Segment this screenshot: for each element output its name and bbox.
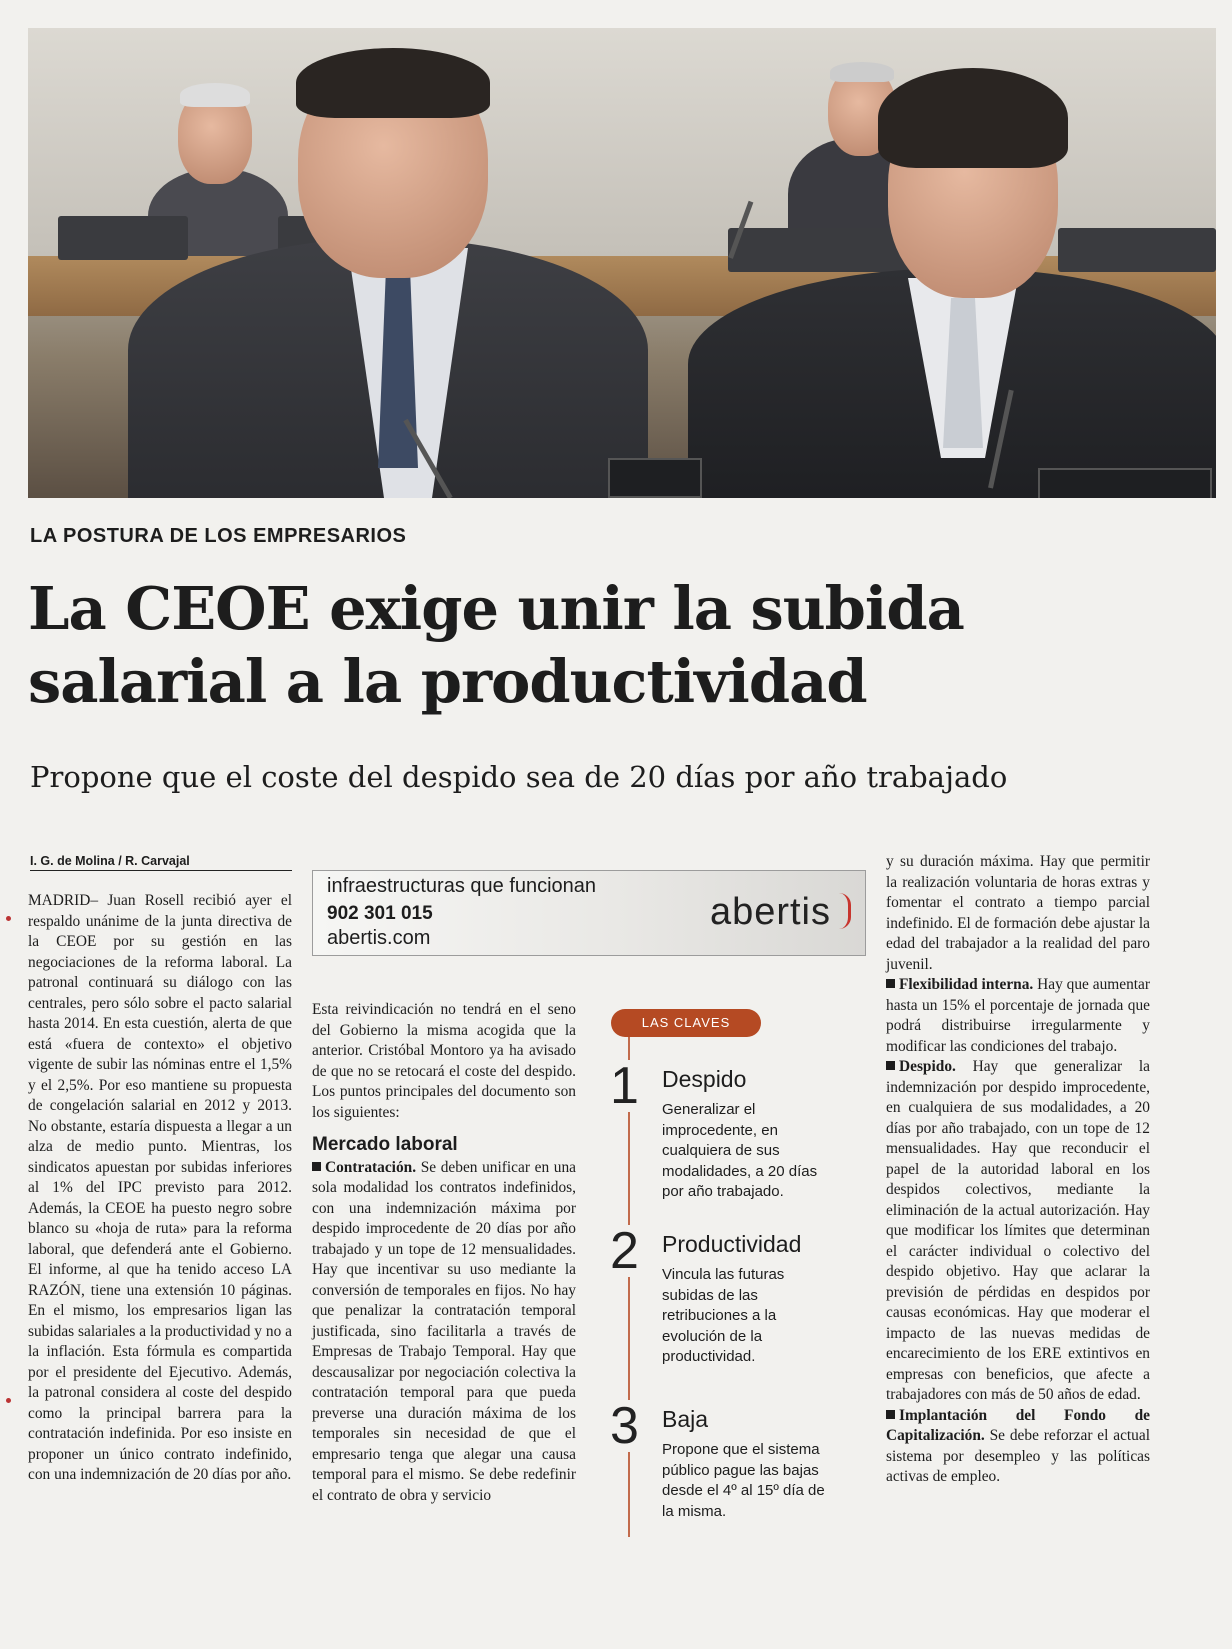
clave-item-2 <box>610 1222 840 1375</box>
article-headline <box>28 572 1208 718</box>
clave-number-3: 3 <box>610 1397 639 1455</box>
clave-title-3: Baja <box>662 1406 709 1432</box>
article-subheadline: Propone que el coste del despido sea de 20 días por año trabajado <box>30 760 1008 794</box>
item-lead-fondo: Implantación del Fondo de Capitalización. <box>886 1406 1150 1444</box>
item-text-flexibilidad: Hay que aumentar hasta un 15% el porcentaje de jornada que podrá distribuirse irregularmente y modificar las condiciones del trabajo. <box>886 976 1150 1055</box>
abertis-logo: abertis <box>709 891 831 933</box>
clave-title-1: Despido <box>662 1066 747 1092</box>
article-photo <box>28 28 1216 498</box>
item-lead-flexibilidad: Flexibilidad interna. <box>899 976 1034 993</box>
article-byline: I. G. de Molina / R. Carvajal <box>30 854 292 871</box>
section-heading-mercado-laboral: Mercado laboral <box>312 1134 458 1155</box>
bullet-square-icon <box>886 1061 895 1070</box>
bullet-square-icon <box>312 1162 321 1171</box>
ad-url[interactable]: abertis.com <box>327 927 431 949</box>
headline-line-2: salarial a la productividad <box>28 647 867 716</box>
column-4-continuation: y su duración máxima. Hay que permitir la realización voluntaria de horas extras y fomentar el contrato a tiempo parcial indefinido. El de formación debe ajustar la edad del trabajador a la realidad del paro juvenil. <box>886 853 1150 973</box>
bullet-square-icon <box>886 979 895 988</box>
ad-phone: 902 301 015 <box>327 903 433 924</box>
item-lead-despido: Despido. <box>899 1058 956 1075</box>
column-1-text: MADRID– Juan Rosell recibió ayer el respaldo unánime de la junta directiva de la CEOE por su gestión en las negociaciones de la reforma laboral. La patronal continuará su diálogo con las centrales, pero sólo sobre el pacto salarial hasta 2014. En esta cuestión, alerta de que está «fuera de contexto» el objetivo vigente de subir las nóminas entre el 1,5% y el 2,5%. Por eso mantiene su propuesta de congelación salarial en 2012 y 2013. No obstante, estaría dispuesta a llegar a un alza de medio punto. Mientras, los sindicatos apuestan por subidas inferiores al 1% del IPC previsto para 2012. Además, la CEOE ha puesto negro sobre blanco su «hoja de ruta» para la reforma laboral, que defenderá ante el Gobierno. El informe, al que ha tenido acceso LA RAZÓN, tiene una extensión 10 páginas. En el mismo, los empresarios ligan las subidas salariales a la productividad y no a la inflación. Esta fórmula es compartida por el presidente del Ejecutivo. Además, la patronal considera al coste del despido como la principal barrera para la contratación indefinida. Por eso insiste en proponer un único contrato indefinido, con una indemnización de 20 días por año. <box>28 892 292 1483</box>
clave-text-3: Propone que el sistema público pague las bajas desde el 4º al 15º día de la misma. <box>662 1441 825 1520</box>
item-text-despido: Hay que generalizar la indemnización por despido improcedente, en cualquiera de sus modalidades, a 20 días por año trabajado, con un tope de 12 mensualidades. Hay que reconducir el papel de la autoridad laboral en los despidos colectivos, mediante la eliminación de la actual autorización. Hay que modificar los límites que determinan el carácter individual o colectivo del despido objetivo. Hay que aclarar la previsión de pérdidas en despidos por causas económicas. Hay que moderar el impacto de las nuevas medidas de encarecimiento de los ERE extintivos en empresas con beneficios, que afecte a trabajadores con más de 50 años de edad. <box>886 1058 1150 1403</box>
clave-text-1: Generalizar el improcedente, en cualquiera de sus modalidades, a 20 días por año trabajado. <box>662 1101 818 1200</box>
item-lead-contratacion: Contratación. <box>325 1158 417 1176</box>
scan-mark <box>6 916 11 921</box>
article-kicker: LA POSTURA DE LOS EMPRESARIOS <box>30 525 407 547</box>
bullet-square-icon <box>886 1410 895 1419</box>
headline-line-1: La CEOE exige unir la subida <box>28 574 964 643</box>
column-2-item <box>312 1158 576 1507</box>
clave-number-2: 2 <box>610 1222 639 1280</box>
item-text-contratacion: Se deben unificar en una sola modalidad los contratos indefinidos, con una indemnización máxima por despido improcedente de 20 días por año trabajado y un tope de 12 mensualidades. Hay que incentivar su uso mediante la conversión de temporales en fijos. No hay que penalizar la contratación temporal justificada, sino facilitarla a través de Empresas de Trabajo Temporal. Hay que descausalizar por negociación colectiva la contratación temporal para que pueda preverse una duración máxima de los temporales sin necesidad de que el empresario tenga que alegar una causa temporal para el mismo. Se debe redefinir el contrato de obra y servicio <box>312 1158 576 1504</box>
article-column-4 <box>886 852 1150 1488</box>
abertis-advertisement[interactable] <box>312 870 866 956</box>
clave-item-1 <box>610 1057 840 1210</box>
column-4-item-2 <box>886 1057 1150 1406</box>
clave-item-3 <box>610 1397 840 1550</box>
column-4-item-3 <box>886 1406 1150 1488</box>
las-claves-label: LAS CLAVES <box>611 1009 761 1037</box>
column-4-item-1 <box>886 975 1150 1057</box>
abertis-logo-mark-icon <box>838 893 851 929</box>
column-2-intro: Esta reivindicación no tendrá en el seno del Gobierno la misma acogida que la anterior. Cristóbal Montoro ya ha avisado de que no se retocará el coste del despido. Los puntos principales del documento son los siguientes: <box>312 1001 576 1121</box>
article-column-1 <box>28 891 292 1486</box>
scan-mark <box>6 1398 11 1403</box>
article-column-2 <box>312 1000 576 1506</box>
clave-number-1: 1 <box>610 1057 639 1115</box>
clave-text-2: Vincula las futuras subidas de las retribuciones a la evolución de la productividad. <box>662 1266 785 1365</box>
clave-title-2: Productividad <box>662 1231 802 1257</box>
ad-tagline: infraestructuras que funcionan <box>327 875 597 897</box>
item-text-fondo: Se debe reforzar el actual sistema por desempleo y las políticas activas de empleo. <box>886 1427 1150 1485</box>
